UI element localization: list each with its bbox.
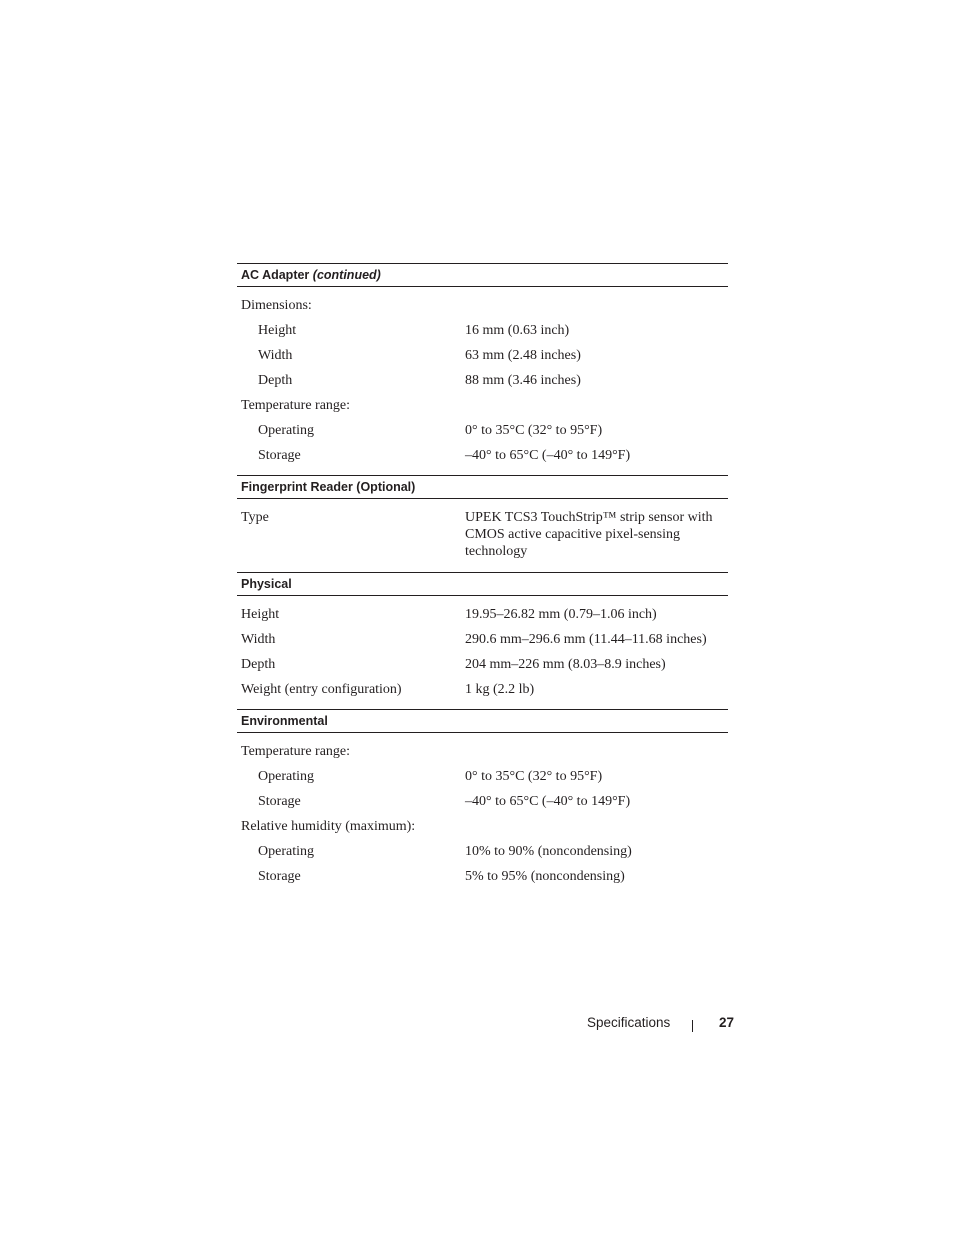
spec-label: Operating	[258, 844, 314, 859]
spec-value	[465, 397, 727, 414]
spec-label: Storage	[258, 794, 301, 809]
spec-label: Height	[258, 323, 297, 338]
spec-value: 0° to 35°C (32° to 95°F)	[465, 769, 603, 784]
spec-value: 204 mm–226 mm (8.03–8.9 inches)	[465, 657, 666, 672]
section-title: AC Adapter	[241, 268, 310, 282]
spec-row	[237, 681, 728, 698]
section-header	[237, 475, 728, 499]
spec-value: 10% to 90% (noncondensing)	[465, 844, 632, 859]
spec-label: Storage	[258, 869, 301, 884]
spec-row	[237, 768, 728, 785]
spec-value: 0° to 35°C (32° to 95°F)	[465, 423, 603, 438]
spec-value: 5% to 95% (noncondensing)	[465, 869, 625, 884]
spec-label: Height	[241, 607, 280, 622]
section-title: Environmental	[241, 714, 328, 728]
spec-value: 1 kg (2.2 lb)	[465, 682, 535, 697]
spec-label: Width	[241, 632, 276, 647]
spec-value	[465, 818, 727, 835]
page-footer	[587, 1015, 735, 1030]
spec-row	[237, 397, 728, 414]
spec-row	[237, 297, 728, 314]
spec-row	[237, 606, 728, 623]
spec-label: Width	[258, 348, 293, 363]
spec-label: Weight (entry configuration)	[241, 682, 402, 697]
section-title-suffix: (continued)	[312, 268, 381, 282]
spec-value: 63 mm (2.48 inches)	[465, 348, 581, 363]
spec-value: –40° to 65°C (–40° to 149°F)	[465, 448, 631, 463]
spec-label: Dimensions:	[241, 298, 312, 313]
spec-value	[465, 297, 727, 314]
spec-row	[237, 631, 728, 648]
spec-label: Relative humidity (maximum):	[241, 819, 416, 834]
section-header	[237, 263, 728, 287]
spec-label: Depth	[258, 373, 293, 388]
spec-row	[237, 743, 728, 760]
footer-section-name: Specifications	[587, 1015, 671, 1030]
section-header	[237, 709, 728, 733]
spec-value: 16 mm (0.63 inch)	[465, 323, 570, 338]
spec-value: 290.6 mm–296.6 mm (11.44–11.68 inches)	[465, 632, 707, 647]
footer-divider	[692, 1020, 693, 1032]
spec-value	[465, 743, 727, 760]
spec-label: Storage	[258, 448, 301, 463]
spec-label: Temperature range:	[241, 744, 351, 759]
spec-label: Depth	[241, 657, 276, 672]
spec-label: Operating	[258, 769, 314, 784]
ac-adapter-section	[237, 263, 728, 464]
section-title: Fingerprint Reader (Optional)	[241, 480, 416, 494]
spec-value: –40° to 65°C (–40° to 149°F)	[465, 794, 631, 809]
spec-row	[237, 372, 728, 389]
spec-value: UPEK TCS3 TouchStrip™ strip sensor with CMOS active capacitive pixel-sensing technology	[465, 510, 713, 559]
spec-label: Type	[241, 510, 269, 525]
spec-row	[237, 422, 728, 439]
section-header	[237, 572, 728, 596]
spec-row	[237, 447, 728, 464]
spec-row	[237, 818, 728, 835]
spec-row	[237, 868, 728, 885]
spec-row	[237, 656, 728, 673]
spec-row	[237, 843, 728, 860]
spec-value: 88 mm (3.46 inches)	[465, 373, 581, 388]
spec-row	[237, 322, 728, 339]
physical-section	[237, 572, 728, 698]
spec-row	[237, 793, 728, 810]
spec-row	[237, 347, 728, 364]
page-number: 27	[719, 1015, 735, 1030]
section-title: Physical	[241, 577, 292, 591]
spec-value: 19.95–26.82 mm (0.79–1.06 inch)	[465, 607, 657, 622]
spec-label: Temperature range:	[241, 398, 351, 413]
spec-label: Operating	[258, 423, 314, 438]
spec-row	[237, 509, 728, 560]
fingerprint-reader-section	[237, 475, 728, 560]
environmental-section	[237, 709, 728, 885]
